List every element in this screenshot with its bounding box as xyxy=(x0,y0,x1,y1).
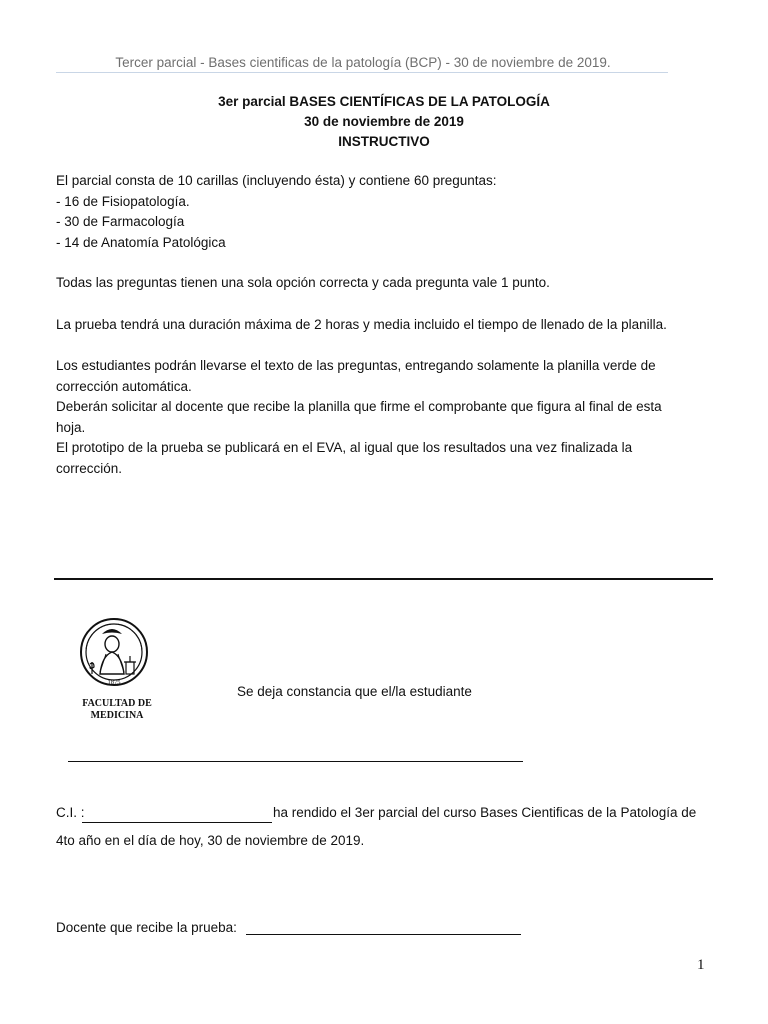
ci-number-blank[interactable] xyxy=(82,822,272,823)
list-item: - 16 de Fisiopatología. xyxy=(56,193,190,209)
intro-text: El parcial consta de 10 carillas (incluyendo ésta) y contiene 60 preguntas: xyxy=(56,173,497,188)
faculty-seal-caption xyxy=(64,698,170,722)
student-name-blank[interactable] xyxy=(68,761,523,762)
paragraph-line: corrección automática. xyxy=(56,378,192,394)
ci-statement: ha rendido el 3er parcial del curso Bases Cientificas de la Patología de xyxy=(273,805,697,820)
paragraph-line: El prototipo de la prueba se publicará en el EVA, al igual que los resultados una vez finalizada la xyxy=(56,440,633,455)
ci-label: C.I. : xyxy=(56,805,85,820)
section-divider xyxy=(54,578,713,580)
list-item: - 14 de Anatomía Patológica xyxy=(56,234,226,250)
paragraph-line: hoja. xyxy=(56,419,86,435)
page-number: 1 xyxy=(697,957,705,973)
docente-signature-blank[interactable] xyxy=(246,934,521,935)
paragraph-line: corrección. xyxy=(56,460,123,476)
seal-caption-line-2: MEDICINA xyxy=(90,710,144,721)
header-rule xyxy=(56,72,668,73)
document-title xyxy=(0,92,768,152)
page-header: Tercer parcial - Bases cientificas de la patología (BCP) - 30 de noviembre de 2019. xyxy=(115,55,611,70)
constancia-text: Se deja constancia que el/la estudiante xyxy=(237,684,472,699)
title-line-1: 3er parcial BASES CIENTÍFICAS DE LA PATOLOGÍA xyxy=(218,94,550,109)
scoring-paragraph: Todas las preguntas tienen una sola opción correcta y cada pregunta vale 1 punto. xyxy=(56,275,550,290)
paragraph-line: Deberán solicitar al docente que recibe la planilla que firme el comprobante que figura al final de esta xyxy=(56,399,662,414)
title-line-3: INSTRUCTIVO xyxy=(338,134,430,149)
seal-caption-line-1: FACULTAD DE xyxy=(82,698,152,709)
title-line-2: 30 de noviembre de 2019 xyxy=(304,114,464,129)
duration-paragraph: La prueba tendrá una duración máxima de 2 horas y media incluido el tiempo de llenado de la planilla. xyxy=(56,317,667,332)
rules-paragraph xyxy=(56,356,716,479)
docente-label: Docente que recibe la prueba: xyxy=(56,920,237,935)
ci-statement-continued: 4to año en el día de hoy, 30 de noviembre de 2019. xyxy=(56,833,365,848)
list-item: - 30 de Farmacología xyxy=(56,214,185,229)
paragraph-line: Los estudiantes podrán llevarse el texto de las preguntas, entregando solamente la planilla verde de xyxy=(56,358,656,373)
intro-paragraph xyxy=(56,171,716,253)
seal-year: 1875 xyxy=(107,679,121,686)
